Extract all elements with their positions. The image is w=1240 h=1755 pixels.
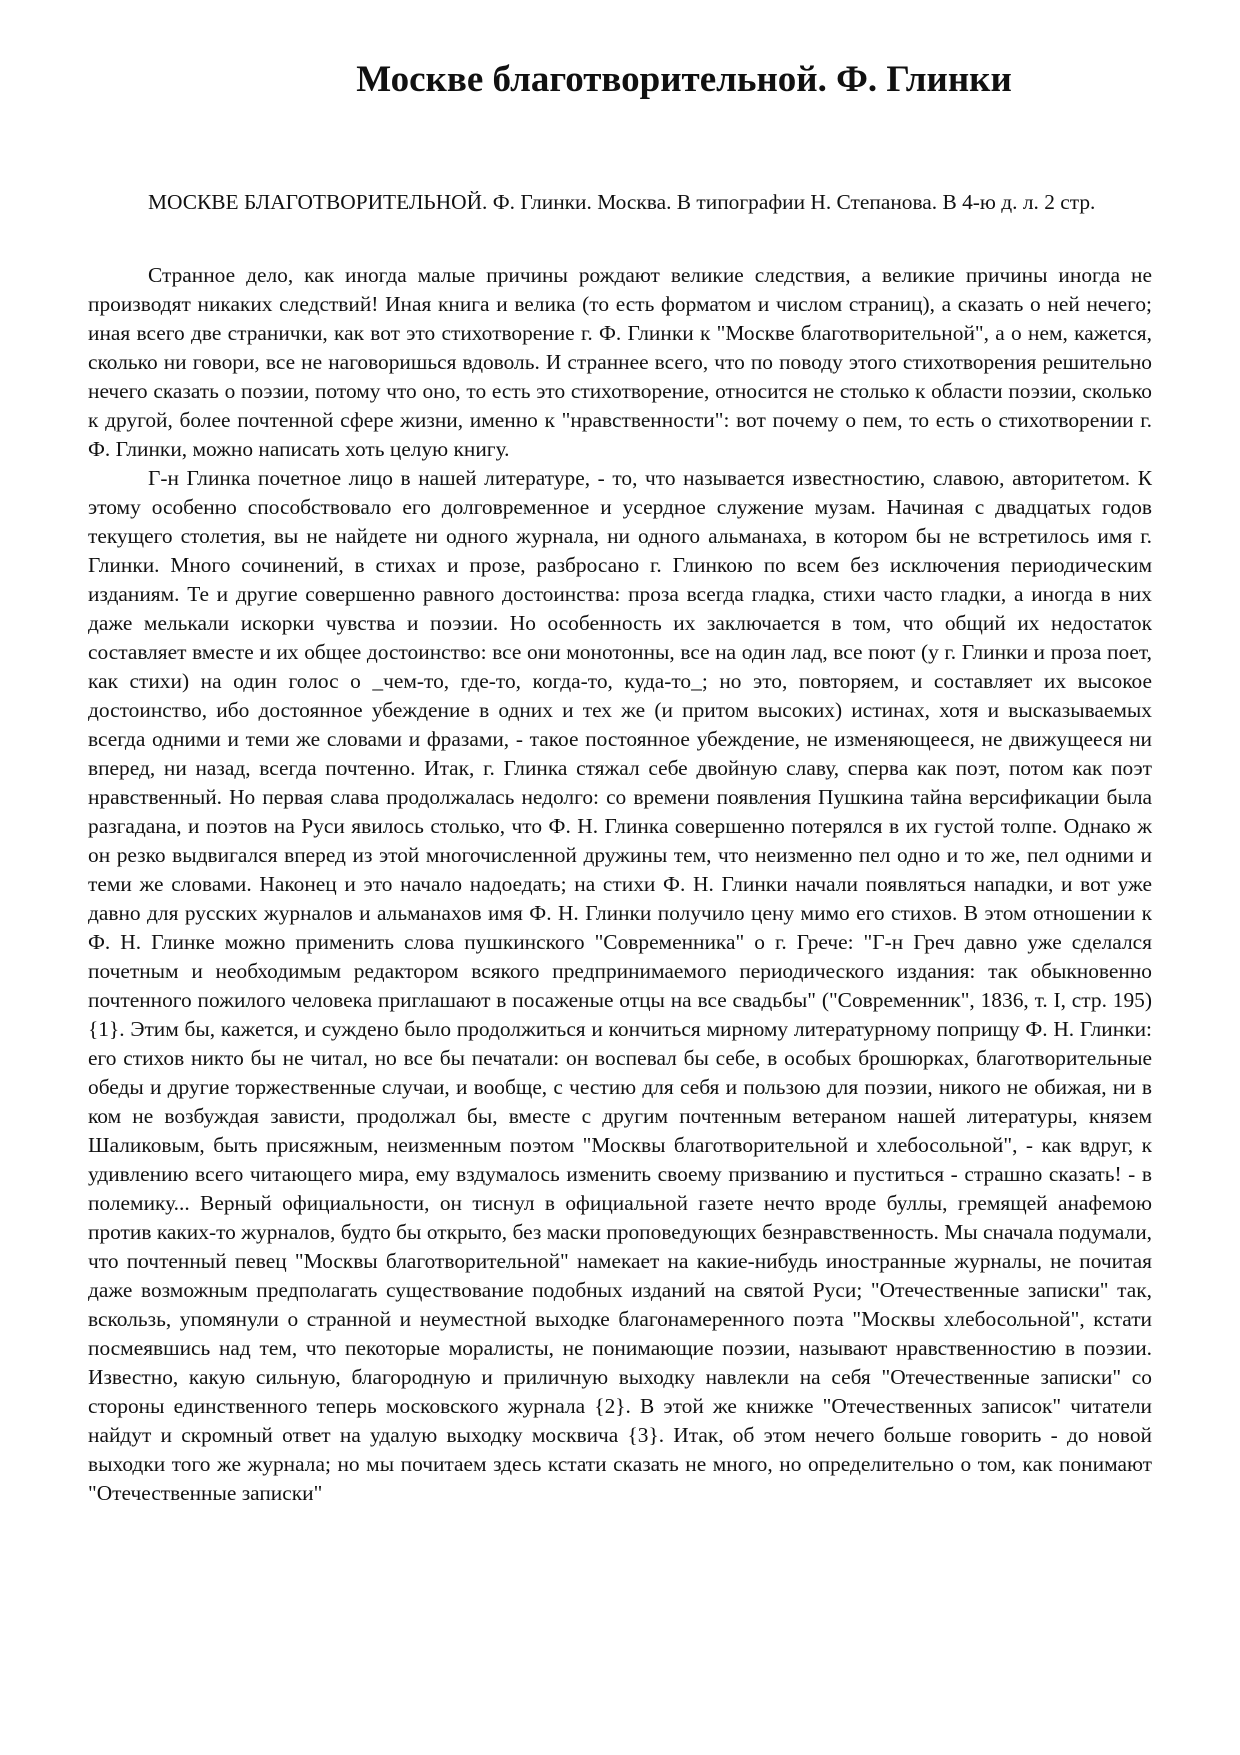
- document-title: Москве благотворительной. Ф. Глинки: [356, 59, 1012, 100]
- bibliographic-note-text: МОСКВЕ БЛАГОТВОРИТЕЛЬНОЙ. Ф. Глинки. Москва. В типографии Н. Степанова. В 4-ю д. л. 2 стр.: [148, 190, 1096, 214]
- article-body: [88, 261, 1152, 1508]
- paragraph-2: Г-н Глинка почетное лицо в нашей литературе, - то, что называется известностию, славою, авторитетом. К этому особенно способствовало его долговременное и усердное служение музам. Начиная с двадцатых годов текущего столетия, вы не найдете ни одного журнала, ни одного альманаха, в котором бы не встретилось имя г. Глинки. Много сочинений, в стихах и прозе, разбросано г. Глинкою по всем без исключения периодическим изданиям. Те и другие совершенно равного достоинства: проза всегда гладка, стихи часто гладки, а иногда в них даже мелькали искорки чувства и поэзии. Но особенность их заключается в том, что общий их недостаток составляет вместе и их общее достоинство: все они монотонны, все на один лад, все поют (у г. Глинки и проза поет, как стихи) на один голос о _чем-то, где-то, когда-то, куда-то_; но это, повторяем, и составляет их высокое достоинство, ибо достоянное убеждение в одних и тех же (и притом высоких) истинах, хотя и высказываемых всегда одними и теми же словами и фразами, - такое постоянное убеждение, не изменяющееся, не движущееся ни вперед, ни назад, всегда почтенно. Итак, г. Глинка стяжал себе двойную славу, сперва как поэт, потом как поэт нравственный. Но первая слава продолжалась недолго: со времени появления Пушкина тайна версификации была разгадана, и поэтов на Руси явилось столько, что Ф. Н. Глинка совершенно потерялся в их густой толпе. Однако ж он резко выдвигался вперед из этой многочисленной дружины тем, что неизменно пел одно и то же, пел одними и теми же словами. Наконец и это начало надоедать; на стихи Ф. Н. Глинки начали появляться нападки, и вот уже давно для русских журналов и альманахов имя Ф. Н. Глинки получило цену мимо его стихов. В этом отношении к Ф. Н. Глинке можно применить слова пушкинского "Современника" о г. Грече: "Г-н Греч давно уже сделался почетным и необходимым редактором всякого предпринимаемого периодического издания: так обыкновенно почтенного пожилого человека приглашают в посаженые отцы на все свадьбы" ("Современник", 1836, т. I, стр. 195) {1}. Этим бы, кажется, и суждено было продолжиться и кончиться мирному литературному поприщу Ф. Н. Глинки: его стихов никто бы не читал, но все бы печатали: он воспевал бы себе, в особых брошюрках, благотворительные обеды и другие торжественные случаи, и вообще, с честию для себя и пользою для поэзии, никого не обижая, ни в ком не возбуждая зависти, продолжал бы, вместе с другим почтенным ветераном нашей литературы, князем Шаликовым, быть присяжным, неизменным поэтом "Москвы благотворительной и хлебосольной", - как вдруг, к удивлению всего читающего мира, ему вздумалось изменить своему призванию и пуститься - страшно сказать! - в полемику... Верный официальности, он тиснул в официальной газете нечто вроде буллы, гремящей анафемою против каких-то журналов, будто бы открыто, без маски проповедующих безнравственность. Мы сначала подумали, что почтенный певец "Москвы благотворительной" намекает на какие-нибудь иностранные журналы, не почитая даже возможным предполагать существование подобных изданий на святой Руси; "Отечественные записки" так, вскользь, упомянули о странной и неуместной выходке благонамеренного поэта "Москвы хлебосольной", кстати посмеявшись над тем, что пекоторые моралисты, не понимающие поэзии, называют нравственностию в поэзии. Известно, какую сильную, благородную и приличную выходку навлекли на себя "Отечественные записки" со стороны единственного теперь московского журнала {2}. В этой же книжке "Отечественных записок" читатели найдут и скромный ответ на удалую выходку москвича {3}. Итак, об этом нечего больше говорить - до новой выходки того же журнала; но мы почитаем здесь кстати сказать не много, но определительно о том, как понимают "Отечественные записки": [88, 466, 1152, 1505]
- bibliographic-note: [88, 188, 1152, 217]
- paragraph-1: Странное дело, как иногда малые причины рождают великие следствия, а великие причины иногда не производят никаких следствий! Иная книга и велика (то есть форматом и числом страниц), а сказать о ней нечего; иная всего две странички, как вот это стихотворение г. Ф. Глинки к "Москве благотворительной", а о нем, кажется, сколько ни говори, все не наговоришься вдоволь. И страннее всего, что по поводу этого стихотворения решительно нечего сказать о поэзии, потому что оно, то есть это стихотворение, относится не столько к области поэзии, сколько к другой, более почтенной сфере жизни, именно к "нравственности": вот почему о пем, то есть о стихотворении г. Ф. Глинки, можно написать хоть целую книгу.: [88, 263, 1152, 461]
